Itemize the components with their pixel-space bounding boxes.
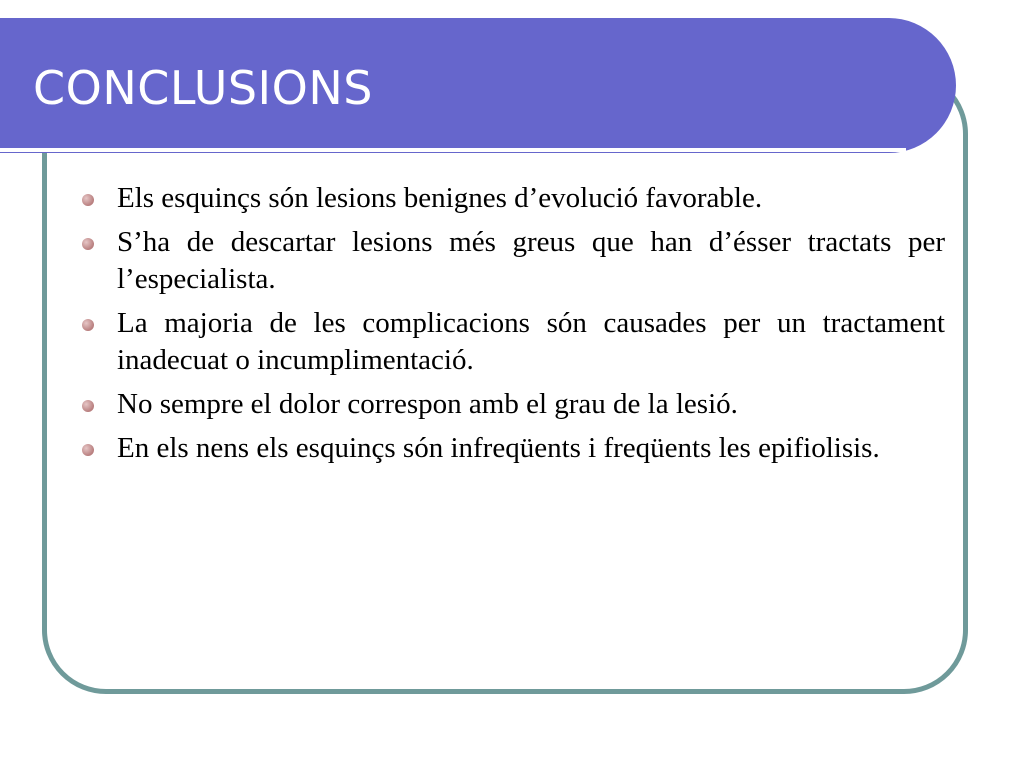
bullet-item [80,305,945,379]
slide-title: CONCLUSIONS [33,61,373,115]
bullet-dot-icon [82,444,94,456]
bullet-text: S’ha de descartar lesions més greus que han d’ésser tractats per l’especialista. [117,226,945,295]
bullet-dot-icon [82,194,94,206]
bullet-dot-icon [82,238,94,250]
bullet-item [80,386,945,423]
title-underline [0,148,906,152]
bullet-item [80,224,945,298]
bullet-text: Els esquinçs són lesions benignes d’evolució favorable. [117,182,763,214]
bullet-text: No sempre el dolor correspon amb el grau de la lesió. [117,388,738,420]
bullet-item [80,180,945,217]
title-bar [0,18,956,153]
bullet-dot-icon [82,319,94,331]
bullet-list [80,180,945,474]
bullet-item [80,430,945,467]
bullet-dot-icon [82,400,94,412]
bullet-text: La majoria de les complicacions són causades per un tractament inadecuat o incumplimentació. [117,307,945,376]
bullet-text: En els nens els esquinçs són infreqüents i freqüents les epifiolisis. [117,432,880,464]
